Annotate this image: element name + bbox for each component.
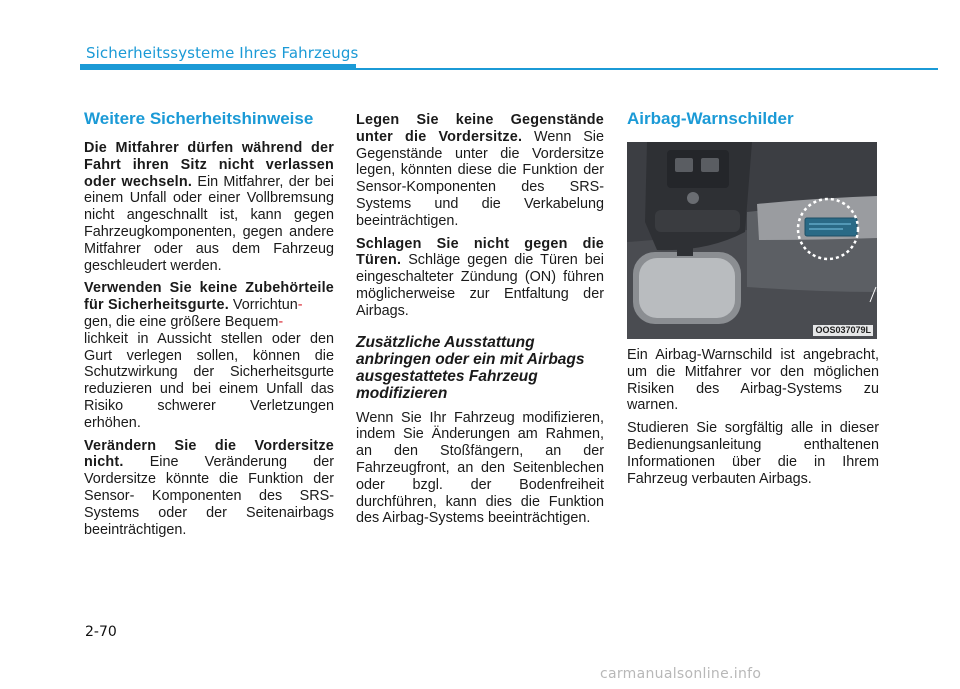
bold-lead: Legen Sie keine Gegenstände unter die Vordersitze. <box>356 112 604 145</box>
hyphen-mark: - <box>278 313 284 330</box>
page-number: 2-70 <box>85 624 117 640</box>
bold-lead: Verwenden Sie keine Zubehörteile für Sicherheitsgurte. <box>84 280 334 314</box>
column-1 <box>84 108 334 544</box>
paragraph-front-seats <box>84 438 334 539</box>
bold-lead: Verändern Sie die Vordersitze nicht. <box>84 437 334 471</box>
paragraph-doors <box>356 236 604 320</box>
paragraph-text: Wenn Sie Gegenstände unter die Vordersitze legen, könnten diese die Funktion der Sensor-Komponenten des SRS-Systems und die Verkabelung beeinträchtigen. <box>356 128 604 229</box>
paragraph-study-manual: Studieren Sie sorgfältig alle in dieser Bedienungsanleitung enthaltenen Informationen über die in Ihrem Fahrzeug verbauten Airbags. <box>627 420 879 487</box>
paragraph-warning-label: Ein Airbag-Warnschild ist angebracht, um die Mitfahrer vor den möglichen Risiken des Airbag-Systems zu warnen. <box>627 347 879 414</box>
watermark-text: carmanualsonline.info <box>600 666 762 682</box>
header-rule-thick <box>80 64 356 70</box>
airbag-label-illustration <box>627 142 877 339</box>
section-heading-warning-labels: Airbag-Warnschilder <box>627 109 794 128</box>
paragraph-text: gen, die eine größere Bequem <box>84 313 279 330</box>
column-2 <box>356 112 604 533</box>
paragraph-text: Ein Mitfahrer, der bei einem Unfall oder einer Vollbremsung nicht angeschnallt ist, kann gegen Fahrzeugkomponenten, gegen andere Mitfahrer oder aus dem Fahrzeug geschleudert werden. <box>84 173 334 274</box>
figure-airbag-label <box>627 142 877 339</box>
paragraph-text: lichkeit in Aussicht stellen oder den Gurt verlegen sollen, können die Schutzwirkung der Sicherheitsgurte reduzieren und bei einem Unfall das Risiko schwerer Verletzungen erhöhen. <box>84 330 334 431</box>
paragraph-belt-accessories <box>84 280 334 431</box>
bold-lead: Schlagen Sie nicht gegen die Türen. <box>356 235 604 269</box>
page-header-title: Sicherheitssysteme Ihres Fahrzeugs <box>86 44 359 62</box>
paragraph-text: Schläge gegen die Türen bei eingeschalteter Zündung (ON) führen möglicherweise zur Entfaltung der Airbags. <box>356 252 604 319</box>
paragraph-seat-change <box>84 140 334 274</box>
paragraph-text: Eine Veränderung der Vordersitze könnte die Funktion der Sensor- Komponenten des SRS-Systems oder der Seitenairbags beeinträchtigen. <box>84 454 334 538</box>
bold-lead: Die Mitfahrer dürfen während der Fahrt ihren Sitz nicht verlassen oder wechseln. <box>84 140 334 190</box>
paragraph-modifications: Wenn Sie Ihr Fahrzeug modifizieren, indem Sie Änderungen am Rahmen, an den Stoßfängern, an der Fahrzeugfront, an den Seitenblechen oder bzgl. der Bodenfreiheit durchführen, kann dies die Funktion des Airbag-Systems beeinträchtigen. <box>356 409 604 527</box>
column-3 <box>627 108 879 493</box>
hyphen-mark: - <box>297 297 303 314</box>
paragraph-under-seats <box>356 112 604 230</box>
paragraph-text: Vorrichtun <box>228 297 298 314</box>
header-rule-thin <box>356 68 938 70</box>
subheading-modifications: Zusätzliche Ausstattung anbringen oder ein mit Airbags ausgestattetes Fahrzeug modifizieren <box>356 333 585 402</box>
section-heading-safety: Weitere Sicherheitshinweise <box>84 109 314 128</box>
figure-code: OOS037079L <box>815 325 871 335</box>
